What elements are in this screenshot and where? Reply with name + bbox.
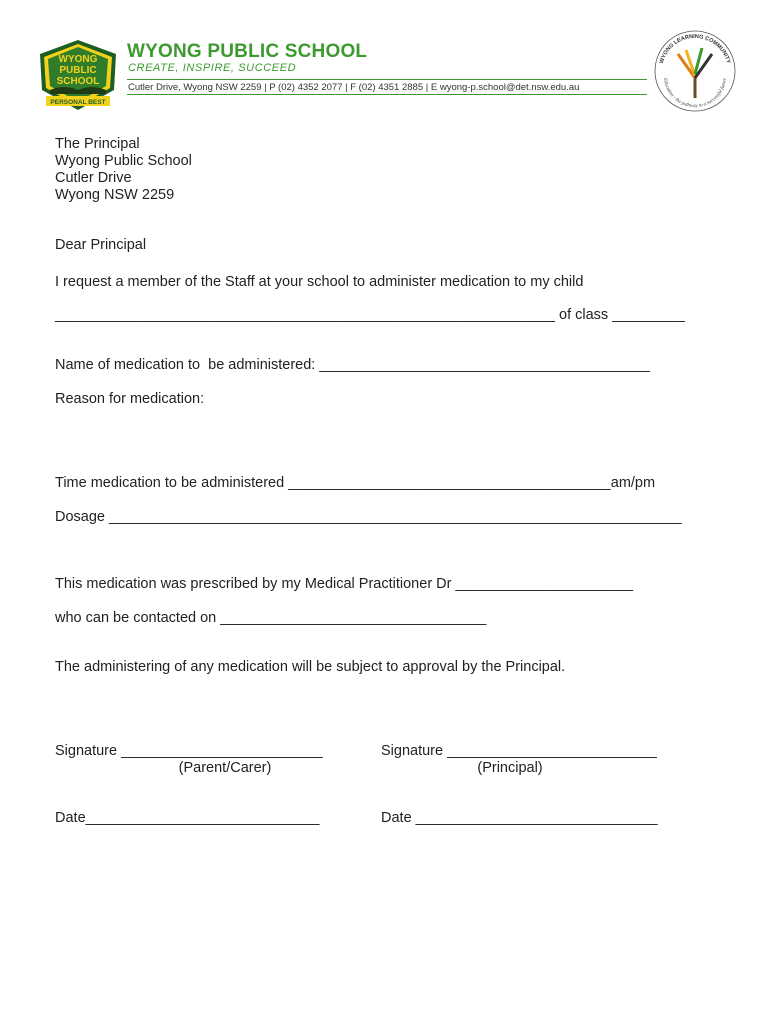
parent-signature-caption: (Parent/Carer)	[178, 760, 272, 776]
community-logo-title: WYONG LEARNING COMMUNITY	[658, 33, 732, 65]
crest-banner: PERSONAL BEST	[50, 99, 106, 106]
child-name-and-class-field[interactable]: ______________________________________________________________ of class _________	[55, 307, 685, 323]
school-crest-logo	[36, 38, 120, 112]
administration-time-field[interactable]: Time medication to be administered ________________________________________am/pm	[55, 475, 656, 491]
doctor-contact-field[interactable]: who can be contacted on _________________________________	[55, 610, 487, 626]
medication-name-field[interactable]: Name of medication to be administered: _________________________________________	[55, 357, 650, 373]
prescribing-doctor-field[interactable]: This medication was prescribed by my Medical Practitioner Dr ______________________	[55, 576, 633, 592]
parent-signature-field[interactable]: Signature _________________________	[55, 743, 323, 759]
community-logo-tagline: Education - the pathway to a successful future	[662, 77, 728, 110]
salutation: Dear Principal	[55, 237, 147, 253]
recipient-title: The Principal	[55, 136, 140, 152]
recipient-street: Cutler Drive	[55, 170, 132, 186]
principal-signature-field[interactable]: Signature __________________________	[381, 743, 657, 759]
school-name: WYONG PUBLIC SCHOOL	[127, 41, 368, 62]
parent-date-field[interactable]: Date_____________________________	[55, 810, 320, 826]
header-divider	[127, 79, 647, 80]
principal-date-field[interactable]: Date ______________________________	[381, 810, 658, 826]
school-motto: CREATE, INSPIRE, SUCCEED	[128, 62, 297, 74]
school-contact-line: Cutler Drive, Wyong NSW 2259 | P (02) 4352 2077 | F (02) 4351 2885 | E wyong-p.school@det.nsw.edu.au	[128, 82, 580, 93]
learning-community-logo	[652, 28, 738, 114]
principal-signature-caption: (Principal)	[477, 760, 543, 776]
recipient-suburb: Wyong NSW 2259	[55, 187, 175, 203]
svg-text:WYONG LEARNING COMMUNITY	[659, 34, 731, 65]
crest-line-2: PUBLIC	[59, 65, 97, 76]
approval-notice: The administering of any medication will be subject to approval by the Principal.	[55, 659, 566, 675]
recipient-school: Wyong Public School	[55, 153, 192, 169]
crest-line-3: SCHOOL	[56, 76, 100, 87]
reason-for-medication-label: Reason for medication:	[55, 391, 205, 407]
dosage-field[interactable]: Dosage _______________________________________________________________________	[55, 509, 682, 525]
request-statement: I request a member of the Staff at your school to administer medication to my child	[55, 274, 584, 290]
crest-line-1: WYONG	[58, 54, 98, 65]
header-divider-bottom	[127, 94, 647, 95]
